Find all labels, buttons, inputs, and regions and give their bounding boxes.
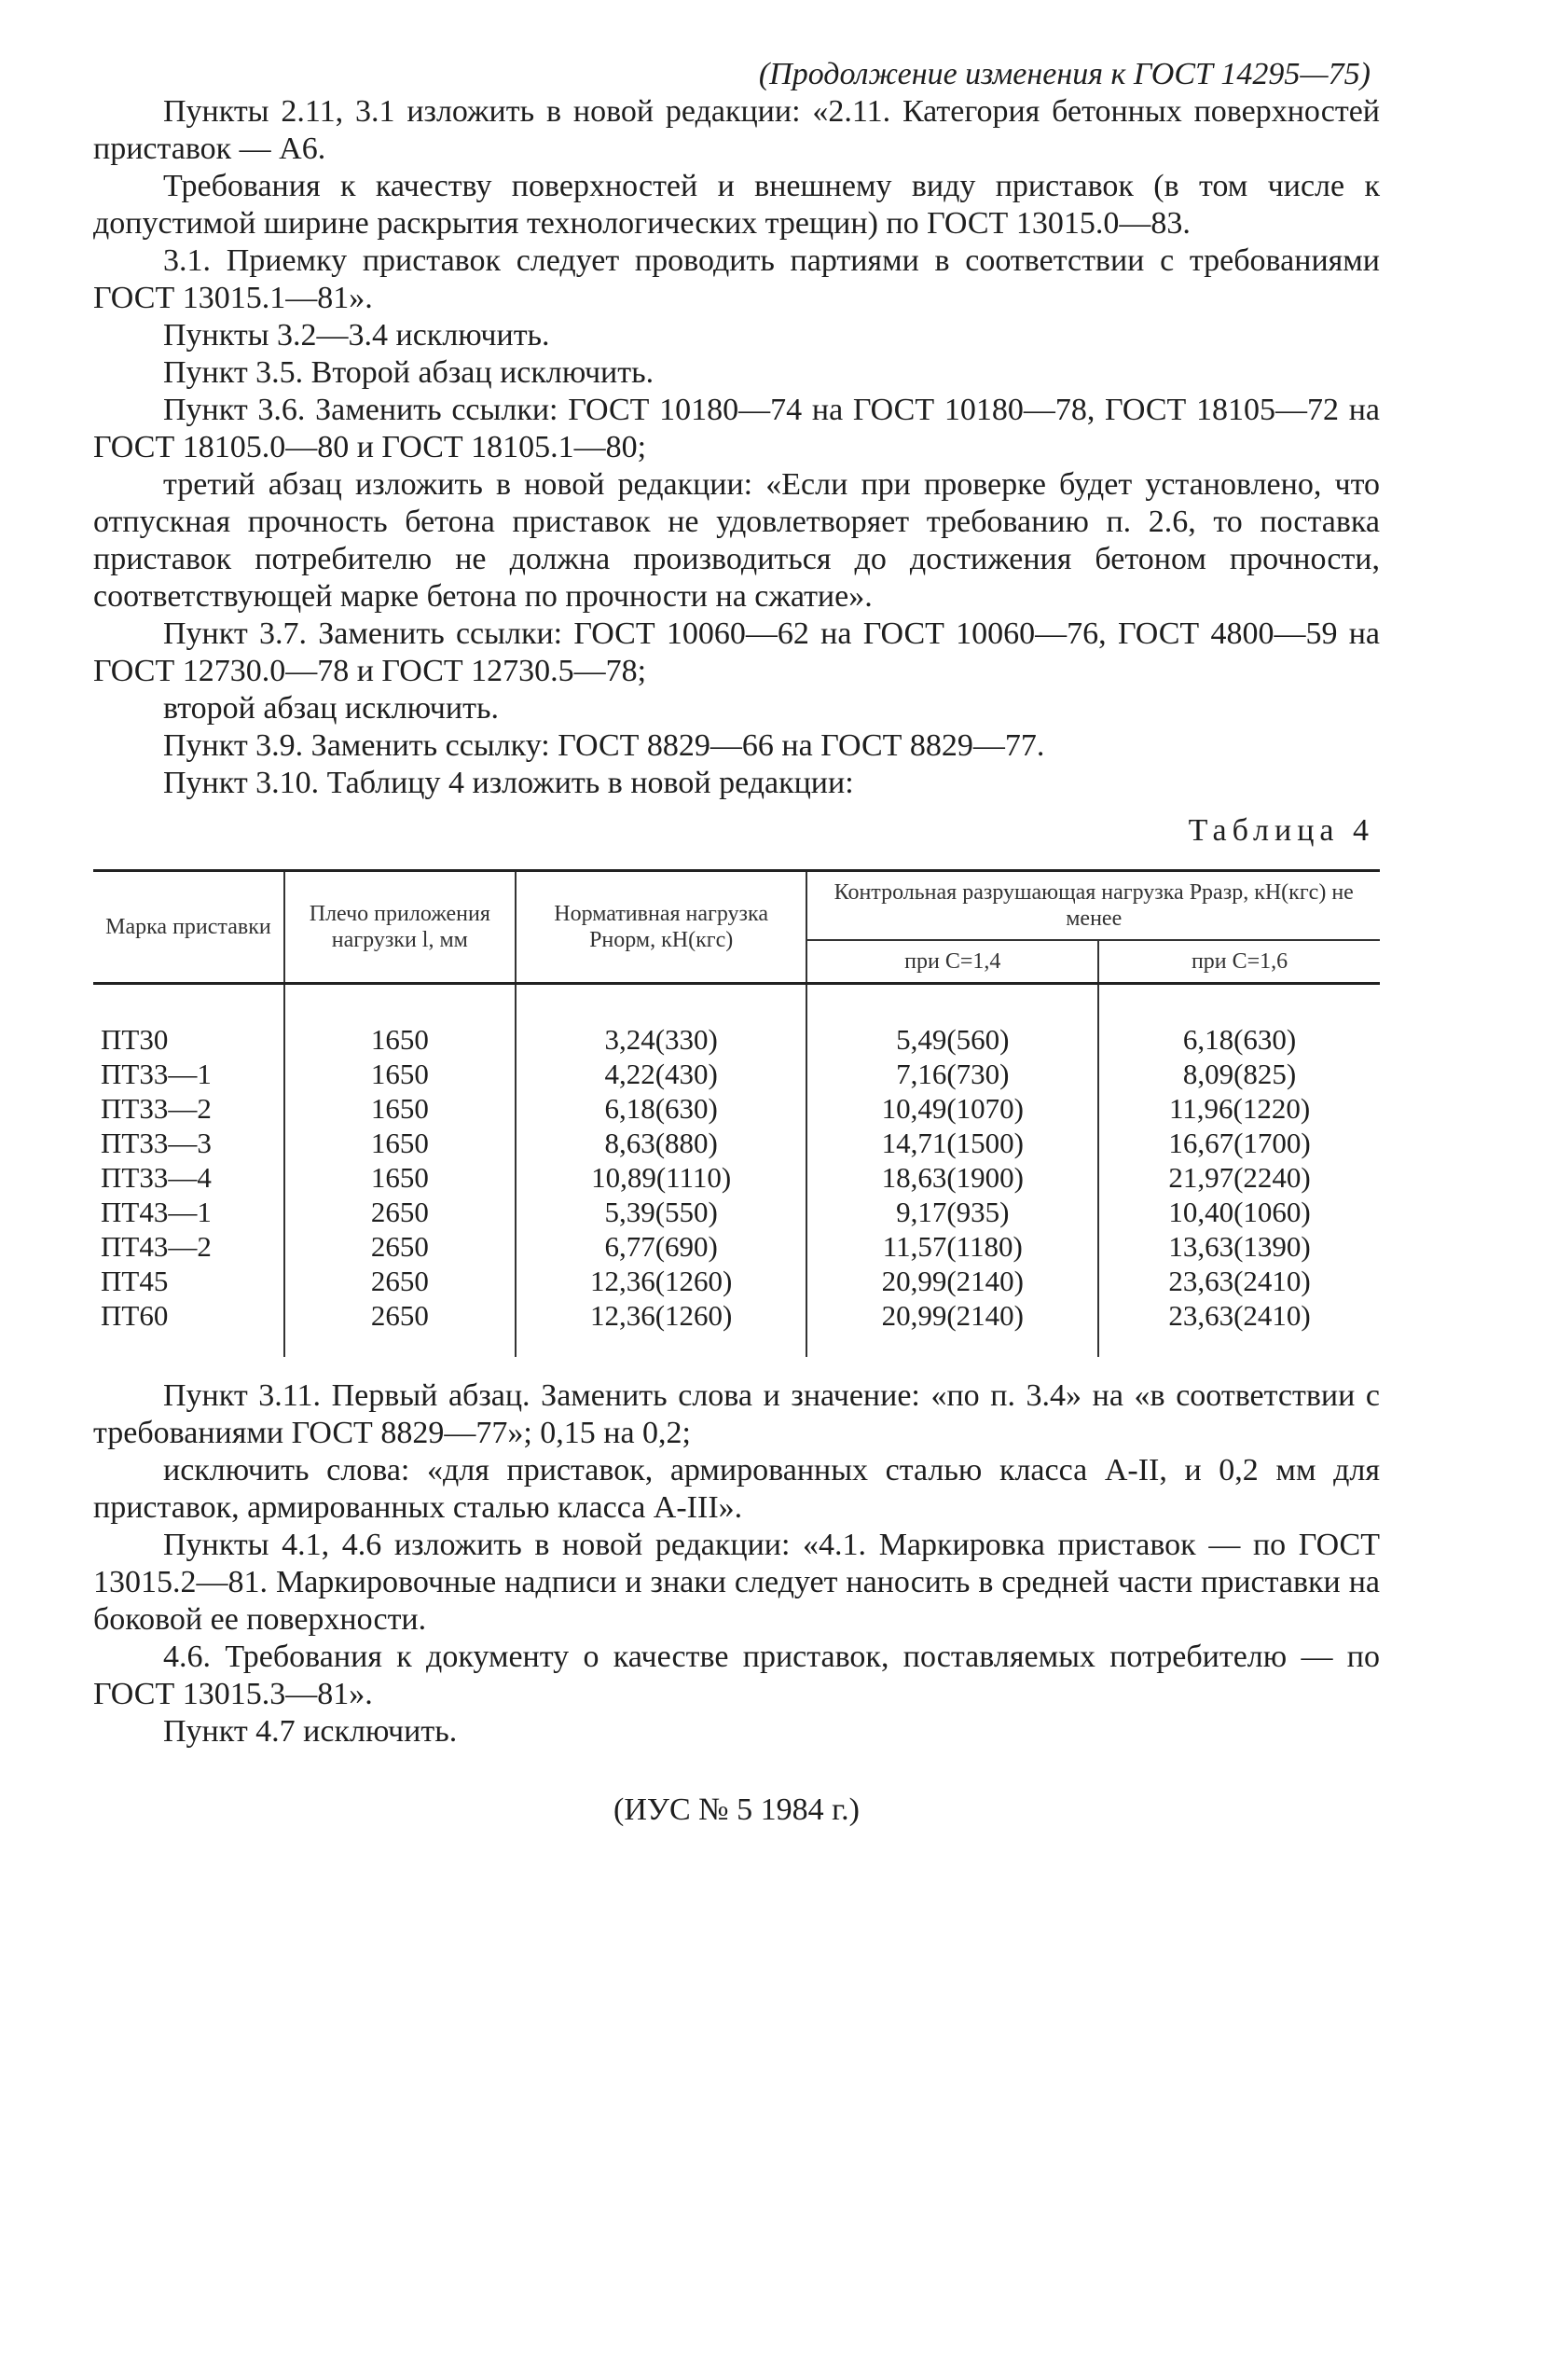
paragraph: 4.6. Требования к документу о качестве приставок, поставляемых потребителю — по ГОСТ 13015.3—81».: [93, 1640, 1380, 1711]
page-header: (Продолжение изменения к ГОСТ 14295—75): [758, 57, 1371, 91]
paragraph: Пункт 4.7 исключить.: [163, 1714, 458, 1749]
paragraph: Пункт 3.11. Первый абзац. Заменить слова и значение: «по п. 3.4» на «в соответствии с требованиями ГОСТ 8829—77»; 0,15 на 0,2;: [93, 1378, 1380, 1450]
cell-c16: 23,63(2410): [1098, 1264, 1380, 1298]
cell-c16: 13,63(1390): [1098, 1229, 1380, 1264]
cell-c14: 18,63(1900): [806, 1160, 1098, 1195]
data-table: [93, 869, 1380, 1357]
cell-arm: 2650: [284, 1264, 516, 1298]
header-norm: Нормативная нагрузка Pнорм, кН(кгс): [516, 871, 807, 984]
cell-norm: 6,77(690): [516, 1229, 807, 1264]
document-page: [93, 56, 1380, 1829]
paragraph: Пункт 3.6. Заменить ссылки: ГОСТ 10180—74 на ГОСТ 10180—78, ГОСТ 18105—72 на ГОСТ 18105.0—80 и ГОСТ 18105.1—80;: [93, 393, 1380, 464]
cell-c14: 9,17(935): [806, 1195, 1098, 1229]
top-section: [93, 93, 1380, 802]
cell-arm: 2650: [284, 1195, 516, 1229]
paragraph: Пункт 3.9. Заменить ссылку: ГОСТ 8829—66 на ГОСТ 8829—77.: [163, 728, 1045, 763]
cell-mark: ПТ30: [101, 1023, 169, 1056]
cell-c14: 20,99(2140): [806, 1264, 1098, 1298]
cell-norm: 12,36(1260): [516, 1298, 807, 1357]
cell-c16: 21,97(2240): [1098, 1160, 1380, 1195]
table-row: [93, 984, 1380, 1058]
cell-c16: 6,18(630): [1098, 984, 1380, 1058]
cell-norm: 3,24(330): [516, 984, 807, 1058]
cell-mark: ПТ60: [101, 1299, 169, 1332]
cell-norm: 8,63(880): [516, 1126, 807, 1160]
header-c14: при C=1,4: [806, 940, 1098, 984]
cell-mark: ПТ43—1: [101, 1196, 212, 1228]
cell-c16: 16,67(1700): [1098, 1126, 1380, 1160]
cell-mark: ПТ33—2: [101, 1092, 212, 1125]
table-row: [93, 1160, 1380, 1195]
paragraph: третий абзац изложить в новой редакции: «Если при проверке будет установлено, что отпускная прочность бетона приставок не удовлетворяет требованию п. 2.6, то поставка приставок потребителю не должна производиться до достижения бетоном прочности, соответствующей марке бетона по прочности на сжатие».: [93, 467, 1380, 614]
table-row: [93, 1298, 1380, 1357]
table-row: [93, 1264, 1380, 1298]
footer-note: (ИУС № 5 1984 г.): [613, 1792, 860, 1827]
paragraph: 3.1. Приемку приставок следует проводить партиями в соответствии с требованиями ГОСТ 13015.1—81».: [93, 243, 1380, 315]
table-row: [93, 1057, 1380, 1091]
cell-norm: 6,18(630): [516, 1091, 807, 1126]
cell-arm: 2650: [284, 1229, 516, 1264]
cell-arm: 1650: [284, 1126, 516, 1160]
cell-norm: 5,39(550): [516, 1195, 807, 1229]
bottom-section: [93, 1377, 1380, 1750]
paragraph: Пункты 4.1, 4.6 изложить в новой редакции: «4.1. Маркировка приставок — по ГОСТ 13015.2—81. Маркировочные надписи и знаки следует наносить в средней части приставки на боковой ее поверхности.: [93, 1528, 1380, 1637]
table-caption: Таблица 4: [1188, 813, 1374, 848]
cell-c14: 20,99(2140): [806, 1298, 1098, 1357]
cell-arm: 1650: [284, 1057, 516, 1091]
cell-c16: 10,40(1060): [1098, 1195, 1380, 1229]
cell-c14: 10,49(1070): [806, 1091, 1098, 1126]
cell-norm: 12,36(1260): [516, 1264, 807, 1298]
table-row: [93, 1126, 1380, 1160]
paragraph: второй абзац исключить.: [163, 691, 499, 726]
cell-c14: 5,49(560): [806, 984, 1098, 1058]
cell-arm: 2650: [284, 1298, 516, 1357]
table-row: [93, 1229, 1380, 1264]
cell-mark: ПТ33—1: [101, 1058, 212, 1090]
cell-c16: 11,96(1220): [1098, 1091, 1380, 1126]
cell-arm: 1650: [284, 1091, 516, 1126]
cell-arm: 1650: [284, 1160, 516, 1195]
cell-arm: 1650: [284, 984, 516, 1058]
cell-mark: ПТ43—2: [101, 1230, 212, 1263]
cell-mark: ПТ45: [101, 1265, 169, 1297]
paragraph: исключить слова: «для приставок, армированных сталью класса А-II, и 0,2 мм для приставок, армированных сталью класса А-III».: [93, 1453, 1380, 1525]
cell-c16: 23,63(2410): [1098, 1298, 1380, 1357]
cell-c16: 8,09(825): [1098, 1057, 1380, 1091]
cell-c14: 7,16(730): [806, 1057, 1098, 1091]
cell-norm: 10,89(1110): [516, 1160, 807, 1195]
header-arm: Плечо приложения нагрузки l, мм: [284, 871, 516, 984]
paragraph: Пункты 3.2—3.4 исключить.: [163, 318, 550, 353]
cell-norm: 4,22(430): [516, 1057, 807, 1091]
paragraph: Пункт 3.5. Второй абзац исключить.: [163, 355, 654, 390]
paragraph: Пункты 2.11, 3.1 изложить в новой редакции: «2.11. Категория бетонных поверхностей приставок — А6.: [93, 94, 1380, 166]
paragraph: Пункт 3.7. Заменить ссылки: ГОСТ 10060—62 на ГОСТ 10060—76, ГОСТ 4800—59 на ГОСТ 12730.0—78 и ГОСТ 12730.5—78;: [93, 616, 1380, 688]
header-mark: Марка приставки: [105, 915, 271, 939]
header-control: Контрольная разрушающая нагрузка Pразр, кН(кгс) не менее: [806, 871, 1380, 941]
paragraph: Требования к качеству поверхностей и внешнему виду приставок (в том числе к допустимой ширине раскрытия технологических трещин) по ГОСТ 13015.0—83.: [93, 169, 1380, 241]
cell-c14: 11,57(1180): [806, 1229, 1098, 1264]
table-row: [93, 1195, 1380, 1229]
cell-mark: ПТ33—3: [101, 1127, 212, 1159]
table-row: [93, 1091, 1380, 1126]
cell-mark: ПТ33—4: [101, 1161, 212, 1194]
header-c16: при C=1,6: [1098, 940, 1380, 984]
cell-c14: 14,71(1500): [806, 1126, 1098, 1160]
paragraph: Пункт 3.10. Таблицу 4 изложить в новой редакции:: [163, 766, 854, 800]
